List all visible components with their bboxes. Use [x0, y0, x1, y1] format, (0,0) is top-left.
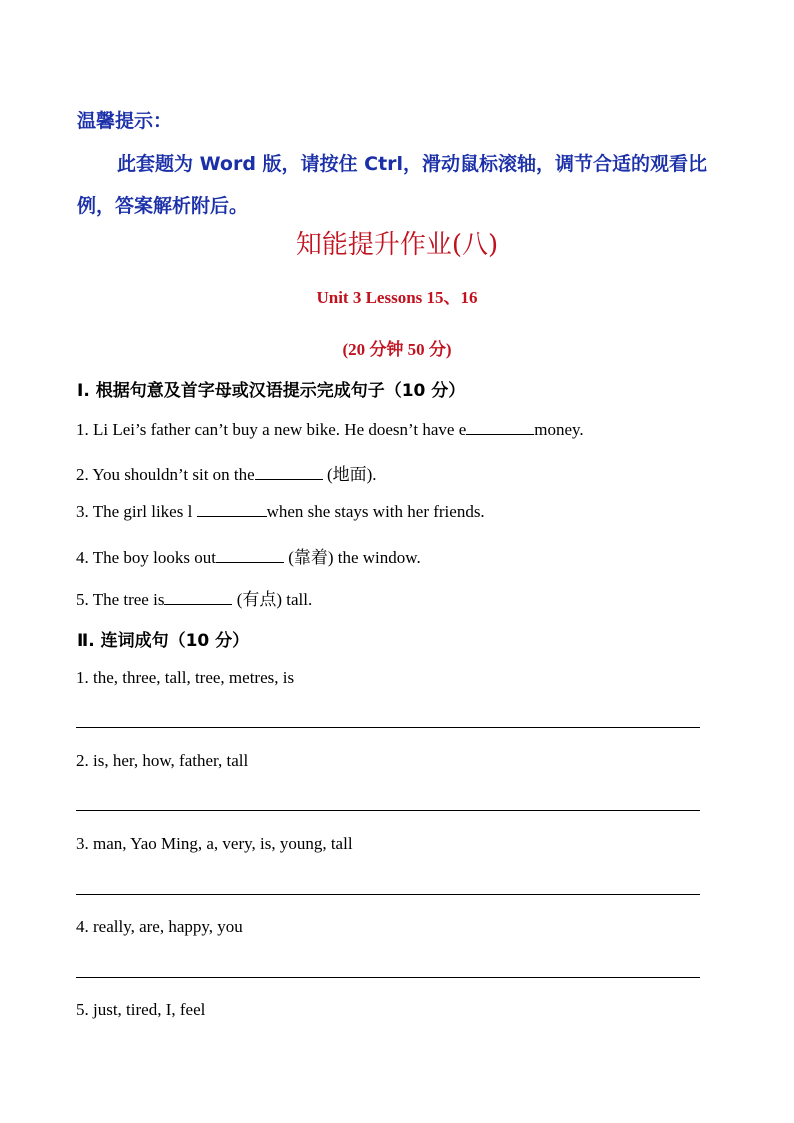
page-title: 知能提升作业(八): [295, 230, 499, 260]
item-text-before: 2. You shouldn’t sit on the: [76, 465, 255, 484]
section1-item-5: [76, 585, 312, 610]
time-score: (20 分钟 50 分): [342, 340, 452, 359]
item-text-before: 3. The girl likes l: [76, 502, 197, 521]
section1-item-3: [76, 501, 485, 522]
item-text-after: (地面).: [322, 465, 377, 484]
section1-item-1: [76, 419, 584, 440]
section2-item-5: 5. just, tired, I, feel: [76, 1000, 206, 1019]
answer-line[interactable]: [76, 894, 700, 895]
section1-item-4: [76, 543, 421, 568]
tip-title: 温馨提示：: [77, 110, 173, 132]
section1-heading: Ⅰ. 根据句意及首字母或汉语提示完成句子（10 分）: [77, 381, 466, 401]
section2-heading: Ⅱ. 连词成句（10 分）: [77, 631, 250, 651]
item-text-before: 5. The tree is: [76, 590, 165, 609]
item-text-after: (靠着) the window.: [283, 548, 421, 567]
answer-line[interactable]: [76, 977, 700, 978]
section2-item-1: 1. the, three, tall, tree, metres, is: [76, 668, 295, 687]
item-text-after: when she stays with her friends.: [266, 502, 485, 521]
answer-line[interactable]: [76, 727, 700, 728]
section2-item-2: 2. is, her, how, father, tall: [76, 751, 249, 770]
section1-item-2: [76, 460, 377, 485]
item-text-before: 4. The boy looks out: [76, 548, 216, 567]
section2-item-3: 3. man, Yao Ming, a, very, is, young, tall: [76, 834, 353, 853]
section2-item-4: 4. really, are, happy, you: [76, 917, 243, 936]
item-text-after: (有点) tall.: [232, 590, 313, 609]
answer-blank[interactable]: [197, 501, 267, 517]
tip-body: 此套题为 Word 版，请按住 Ctrl，滑动鼠标滚轴，调节合适的观看比例，答案解析附后。: [77, 153, 708, 217]
answer-blank[interactable]: [164, 589, 232, 605]
answer-blank[interactable]: [255, 464, 323, 480]
answer-line[interactable]: [76, 810, 700, 811]
answer-blank[interactable]: [466, 419, 534, 435]
unit-subtitle: Unit 3 Lessons 15、16: [316, 288, 478, 307]
answer-blank[interactable]: [216, 547, 284, 563]
item-text-before: 1. Li Lei’s father can’t buy a new bike. He doesn’t have e: [76, 420, 467, 439]
item-text-after: money.: [534, 420, 584, 439]
